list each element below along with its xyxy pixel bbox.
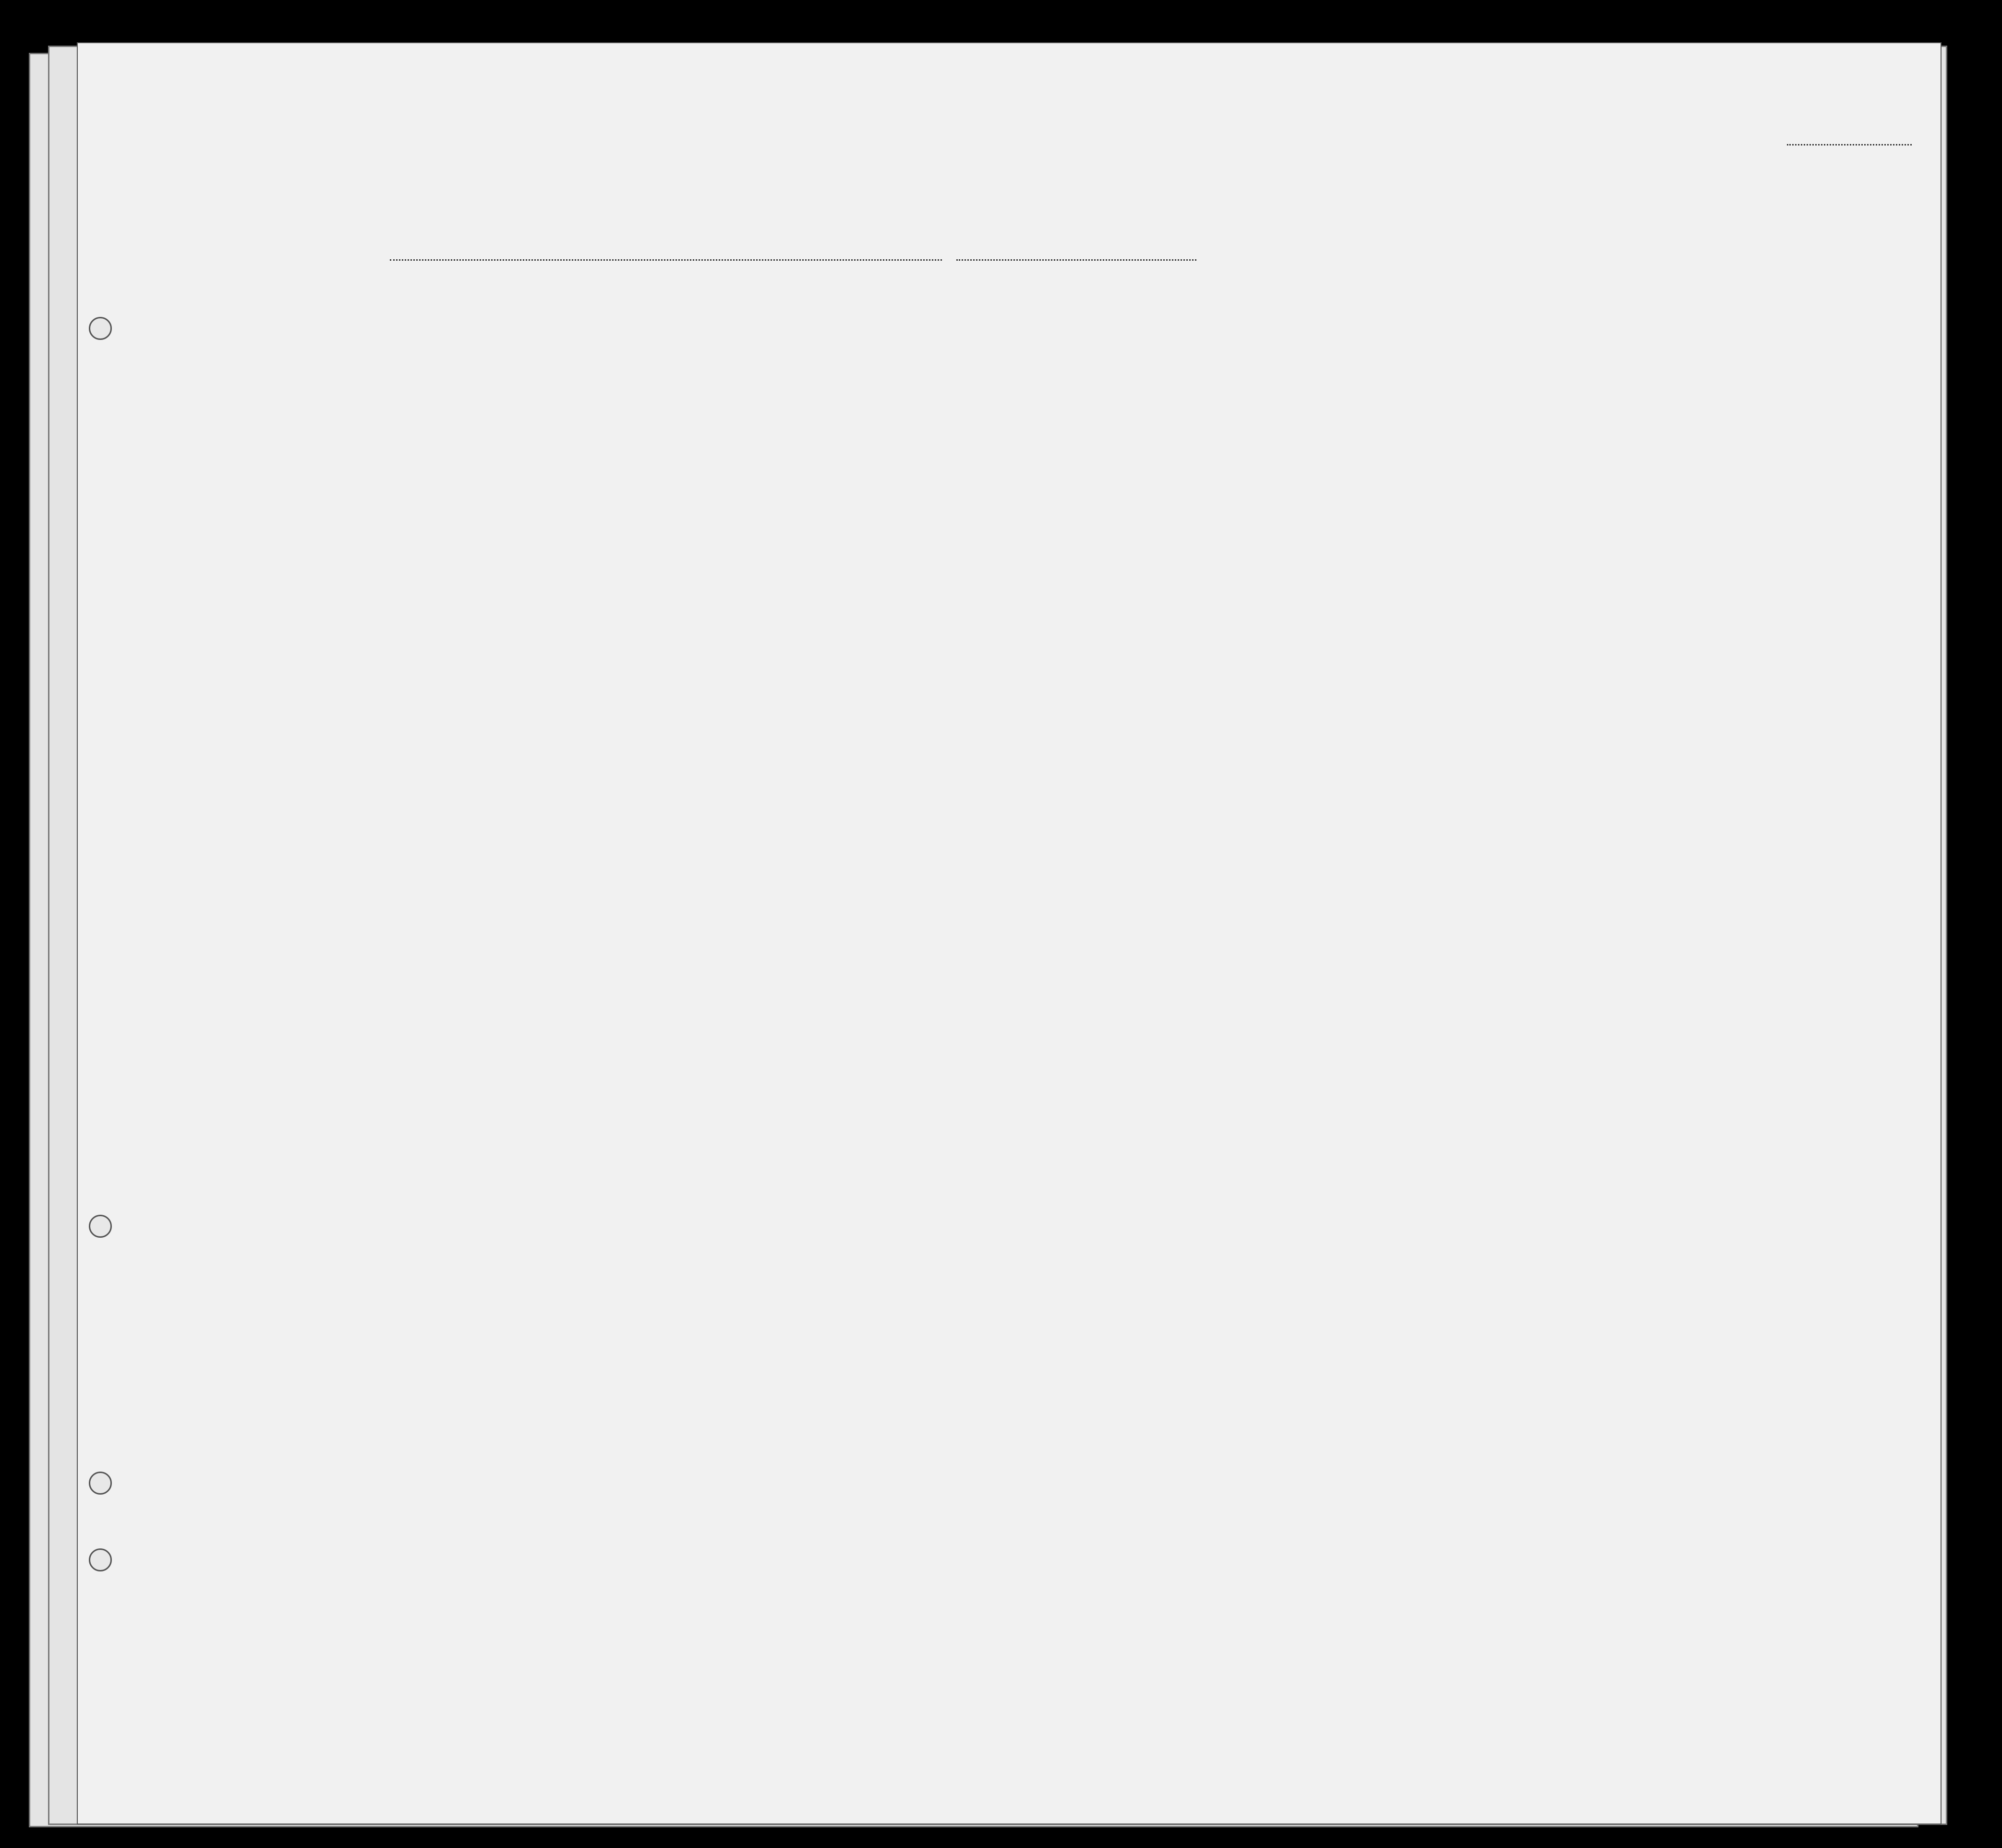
manifest-sheet [77, 42, 1942, 1824]
punch-hole-4 [89, 1548, 112, 1571]
punch-hole-1 [89, 317, 112, 340]
punch-hole-3 [89, 1472, 112, 1495]
punch-hole-2 [89, 1215, 112, 1238]
table-grid [78, 43, 1941, 1824]
